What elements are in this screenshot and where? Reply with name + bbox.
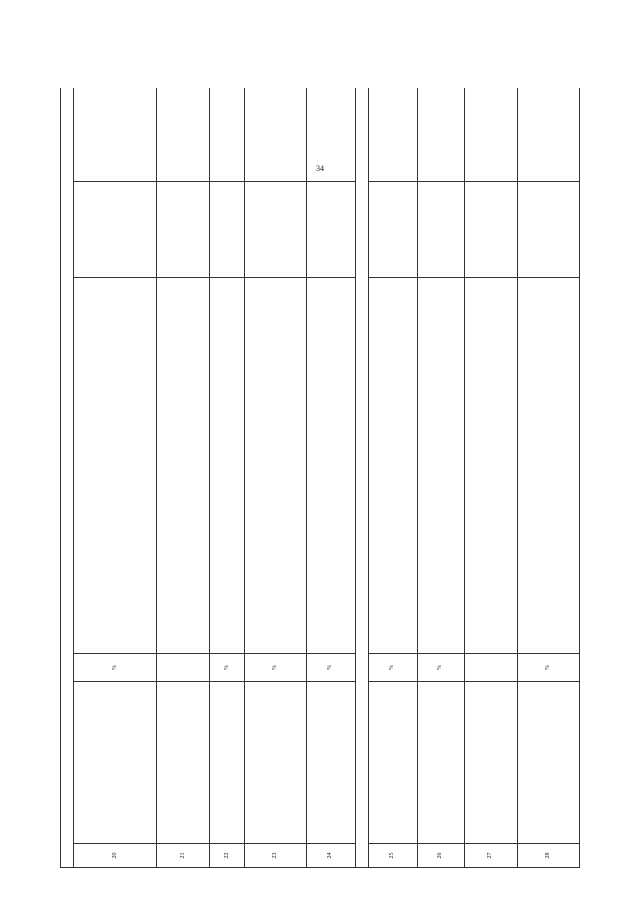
row-number: 20 <box>73 844 156 868</box>
row-number: 24 <box>306 844 355 868</box>
unit-of-measure: % <box>306 654 355 682</box>
table-row <box>157 88 210 868</box>
row-number: 22 <box>210 844 244 868</box>
reporting-term <box>518 182 580 278</box>
row-number: 26 <box>417 844 464 868</box>
reporting-term <box>157 182 210 278</box>
reporting-term <box>417 182 464 278</box>
page-number: 34 <box>316 164 324 173</box>
row-number: 21 <box>157 844 210 868</box>
indicator-name <box>417 682 464 844</box>
unit-of-measure <box>157 654 210 682</box>
calculation-method <box>417 278 464 654</box>
section-header <box>355 88 368 868</box>
indicators-table-body <box>61 88 580 868</box>
table-row <box>73 88 156 868</box>
rotated-page <box>60 88 580 868</box>
calculation-method <box>210 278 244 654</box>
section-title <box>355 88 368 868</box>
unit-of-measure <box>464 654 517 682</box>
reporting-term <box>306 182 355 278</box>
table-row <box>244 88 306 868</box>
unit-of-measure: % <box>417 654 464 682</box>
table-row <box>210 88 244 868</box>
calculation-method <box>157 278 210 654</box>
table-viewport <box>60 88 580 868</box>
row-number: 28 <box>518 844 580 868</box>
table-row <box>368 88 417 868</box>
reporting-term <box>210 182 244 278</box>
reporting-term <box>368 182 417 278</box>
responsible-body <box>464 88 517 182</box>
row-number: 23 <box>244 844 306 868</box>
calculation-method <box>73 278 156 654</box>
table-row <box>306 88 355 868</box>
reporting-term <box>73 182 156 278</box>
calculation-method <box>518 278 580 654</box>
unit-of-measure: % <box>210 654 244 682</box>
indicators-table <box>60 88 580 868</box>
indicator-name <box>464 682 517 844</box>
table-row <box>464 88 517 868</box>
reporting-term <box>464 182 517 278</box>
calculation-method <box>368 278 417 654</box>
unit-of-measure: % <box>368 654 417 682</box>
responsible-body <box>368 88 417 182</box>
calculation-method <box>464 278 517 654</box>
indicator-name <box>210 682 244 844</box>
section-header <box>61 88 74 868</box>
indicator-name <box>368 682 417 844</box>
unit-of-measure: % <box>244 654 306 682</box>
responsible-body <box>157 88 210 182</box>
responsible-body <box>73 88 156 182</box>
responsible-body <box>417 88 464 182</box>
unit-of-measure: % <box>518 654 580 682</box>
unit-of-measure: % <box>73 654 156 682</box>
calculation-method <box>244 278 306 654</box>
table-row <box>518 88 580 868</box>
indicator-name <box>306 682 355 844</box>
row-number: 27 <box>464 844 517 868</box>
indicator-name <box>244 682 306 844</box>
row-number: 25 <box>368 844 417 868</box>
responsible-body <box>210 88 244 182</box>
responsible-body <box>518 88 580 182</box>
indicator-name <box>157 682 210 844</box>
responsible-body <box>306 88 355 182</box>
calculation-method <box>306 278 355 654</box>
responsible-body <box>244 88 306 182</box>
indicator-name <box>518 682 580 844</box>
reporting-term <box>244 182 306 278</box>
table-row <box>417 88 464 868</box>
section-title <box>61 88 74 868</box>
indicator-name <box>73 682 156 844</box>
